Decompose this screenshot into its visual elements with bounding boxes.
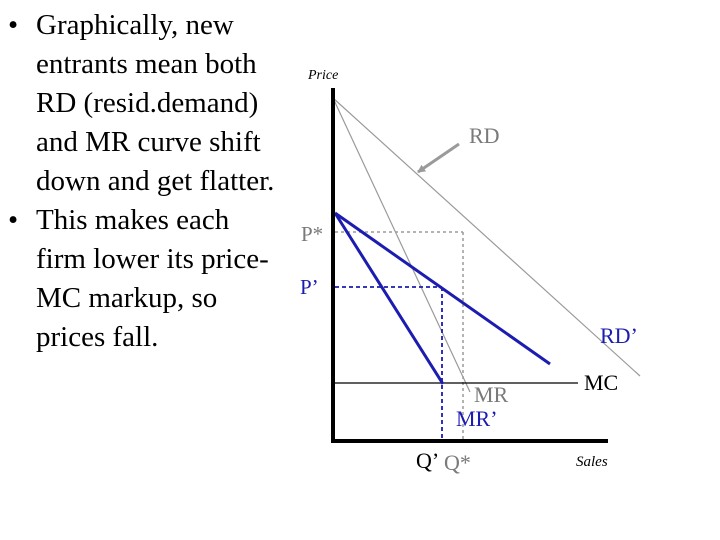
p-star-label: P* [301, 222, 324, 246]
shift-arrow [418, 144, 459, 172]
bullet-2-line-2: firm lower its price- [36, 243, 269, 275]
mc-label: MC [584, 370, 619, 395]
bullet-2-line-1: This makes each [36, 204, 230, 236]
mr-label: MR [474, 382, 509, 407]
q-star-label: Q* [444, 450, 471, 475]
bullet-marker: • [8, 204, 19, 236]
bullet-2-line-3: MC markup, so [36, 282, 218, 314]
bullet-1-line-2: entrants mean both [36, 48, 257, 80]
bullet-marker: • [8, 9, 19, 41]
axis-x-label: Sales [576, 454, 608, 470]
bullet-1-line-3: RD (resid.demand) [36, 87, 259, 119]
rd-label: RD [469, 123, 500, 148]
mr-prime-label: MR’ [456, 406, 498, 431]
rd-prime-label: RD’ [600, 323, 638, 348]
p-prime-label: P’ [300, 275, 319, 299]
q-prime-label: Q’ [416, 448, 440, 473]
axis-y-label: Price [308, 68, 339, 83]
bullet-2-line-4: prices fall. [36, 321, 159, 353]
bullet-1-line-4: and MR curve shift [36, 126, 261, 158]
bullet-1-line-5: down and get flatter. [36, 165, 275, 197]
bullet-1-line-1: Graphically, new [36, 9, 234, 41]
